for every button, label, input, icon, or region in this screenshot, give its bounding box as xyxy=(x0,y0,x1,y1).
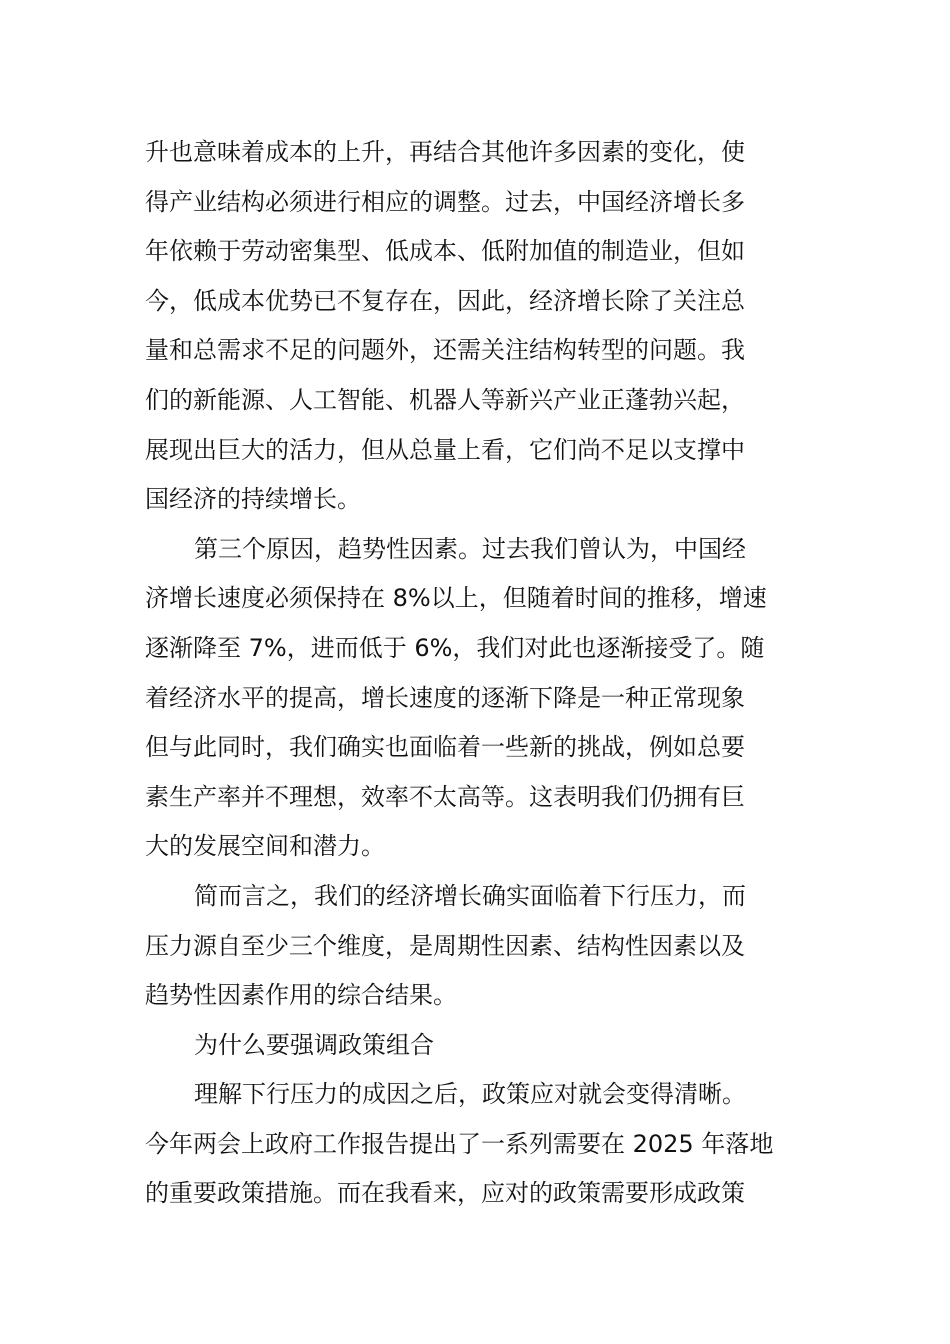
text-line: 的重要政策措施。而在我看来，应对的政策需要形成政策 xyxy=(145,1179,745,1208)
text-line: 得产业结构必须进行相应的调整。过去，中国经济增长多 xyxy=(145,187,745,216)
paragraph-first-line: 第三个原因，趋势性因素。过去我们曾认为，中国经 xyxy=(194,534,746,563)
text-line: 逐渐降至 7%，进而低于 6%，我们对此也逐渐接受了。随 xyxy=(145,633,765,662)
text-line: 趋势性因素作用的综合结果。 xyxy=(145,981,457,1010)
document-body xyxy=(145,128,807,1219)
text-line: 国经济的持续增长。 xyxy=(145,485,361,514)
text-line: 今年两会上政府工作报告提出了一系列需要在 2025 年落地 xyxy=(145,1129,774,1158)
text-line: 今，低成本优势已不复存在，因此，经济增长除了关注总 xyxy=(145,286,745,315)
text-line: 济增长速度必须保持在 8%以上，但随着时间的推移，增速 xyxy=(145,584,767,613)
text-line: 压力源自至少三个维度，是周期性因素、结构性因素以及 xyxy=(145,931,745,960)
section-heading: 为什么要强调政策组合 xyxy=(194,1030,434,1059)
text-line: 素生产率并不理想，效率不太高等。这表明我们仍拥有巨 xyxy=(145,782,745,811)
paragraph-first-line: 简而言之，我们的经济增长确实面临着下行压力，而 xyxy=(194,881,746,910)
text-line: 量和总需求不足的问题外，还需关注结构转型的问题。我 xyxy=(145,336,745,365)
text-line: 年依赖于劳动密集型、低成本、低附加值的制造业，但如 xyxy=(145,237,745,266)
text-line: 展现出巨大的活力，但从总量上看，它们尚不足以支撑中 xyxy=(145,435,745,464)
paragraph-first-line: 理解下行压力的成因之后，政策应对就会变得清晰。 xyxy=(194,1080,746,1109)
text-line: 升也意味着成本的上升，再结合其他许多因素的变化，使 xyxy=(145,138,745,166)
text-line: 着经济水平的提高，增长速度的逐渐下降是一种正常现象 xyxy=(145,683,745,712)
text-line: 大的发展空间和潜力。 xyxy=(145,832,385,861)
text-line: 但与此同时，我们确实也面临着一些新的挑战，例如总要 xyxy=(145,733,745,762)
text-line: 们的新能源、人工智能、机器人等新兴产业正蓬勃兴起， xyxy=(145,385,745,414)
